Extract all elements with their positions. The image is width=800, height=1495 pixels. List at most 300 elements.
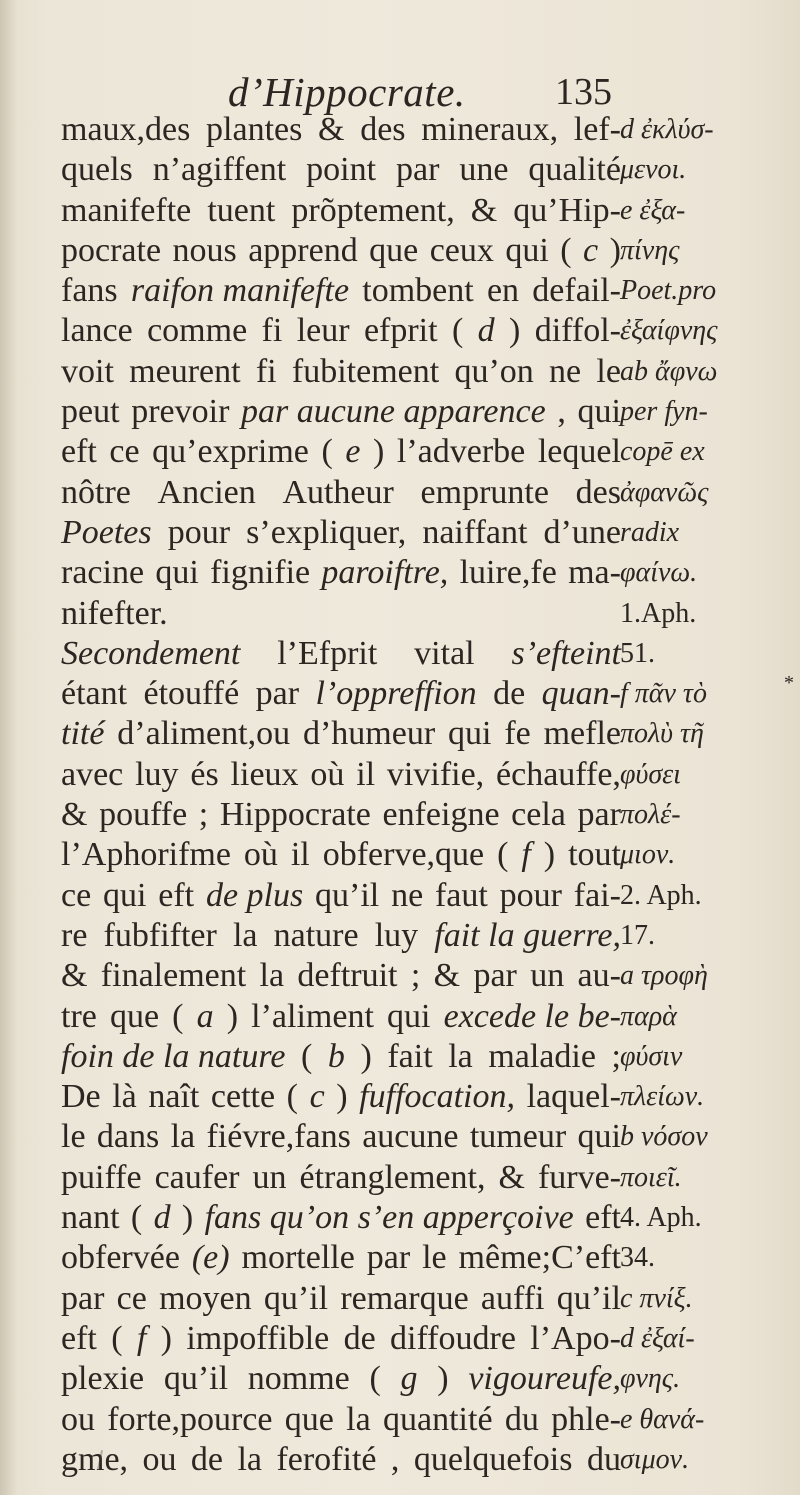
text-word: pocrate (61, 231, 162, 269)
text-word: Ancien (157, 473, 256, 511)
text-word: quelquefois (413, 1440, 573, 1478)
text-word: mortelle (241, 1239, 355, 1277)
text-line (61, 1037, 621, 1077)
text-word: au- (577, 957, 621, 995)
text-word: l’Apo- (530, 1319, 621, 1357)
text-word: ne (391, 876, 424, 914)
text-word: que (109, 997, 160, 1035)
text-word: fai- (573, 876, 621, 914)
text-word: par (577, 796, 621, 834)
text-word: d’humeur (302, 715, 436, 753)
margin-note: πολέ- (620, 799, 681, 831)
text-word: caufer (154, 1158, 240, 1196)
text-line (61, 1117, 621, 1157)
text-word: lequel (537, 433, 621, 471)
text-word: que (284, 1400, 334, 1438)
text-word: mineraux, (421, 111, 559, 148)
text-word: s’efteint (511, 634, 621, 672)
text-word: ) (609, 231, 621, 269)
text-word: Secondement (61, 634, 241, 672)
text-word: tuent (207, 191, 276, 229)
text-word: par (61, 1279, 105, 1317)
margin-note: σιμον. (620, 1443, 690, 1475)
text-word: par (473, 957, 517, 995)
margin-note: e θανά- (620, 1403, 705, 1435)
margin-note: φύσιν (620, 1040, 683, 1072)
text-word: lef- (573, 111, 621, 148)
text-word: la (448, 1037, 473, 1075)
text-line (61, 1440, 621, 1480)
text-word: l’Aphorifme (61, 836, 231, 874)
text-word: aucune (362, 1118, 459, 1156)
text-word: qui (155, 554, 199, 592)
text-word: & (61, 957, 88, 995)
text-line (61, 1279, 621, 1319)
margin-note: a τροφὴ (620, 960, 708, 992)
text-word: qu’il (556, 1279, 621, 1317)
text-word: tumeur (469, 1118, 567, 1156)
text-word: la (346, 1400, 371, 1438)
text-word: De (61, 1078, 101, 1116)
text-word: cette (210, 1078, 276, 1116)
text-word: la (237, 1440, 262, 1478)
text-word: phle- (551, 1400, 621, 1438)
text-word: moyen (159, 1279, 252, 1317)
text-word: l’adverbe (396, 433, 526, 471)
margin-note: μιον. (620, 839, 676, 871)
text-word: étant (61, 675, 128, 713)
text-word: vigoureufe, (468, 1360, 621, 1398)
text-word: qui (577, 1118, 621, 1156)
text-word: diffol- (534, 312, 621, 350)
text-word: ma- (568, 554, 621, 592)
text-word: l’Efprit (277, 634, 378, 672)
text-line (61, 110, 621, 150)
text-word: c (583, 231, 599, 269)
text-word: furve- (537, 1158, 621, 1196)
text-word: & (318, 111, 345, 148)
text-word: és (190, 755, 219, 793)
text-word: un (252, 1158, 287, 1196)
text-word: ) (437, 1360, 449, 1398)
text-word: du (586, 1440, 621, 1478)
text-word: re (61, 916, 88, 954)
text-word: échauffe, (496, 755, 621, 793)
text-word: ( (497, 836, 509, 874)
text-word: plexie (61, 1360, 145, 1398)
text-word: qui (103, 876, 147, 914)
text-word: lance (61, 312, 133, 350)
margin-note: 34. (620, 1242, 655, 1274)
text-word: ) (181, 1199, 194, 1237)
text-word: ceux (429, 231, 494, 269)
text-word: deftruit (297, 957, 398, 995)
text-line (61, 150, 621, 190)
text-word: voit (61, 352, 114, 390)
text-word: ; (198, 796, 209, 834)
text-word: , (390, 1440, 400, 1478)
text-word: laquel- (526, 1078, 621, 1116)
text-line (61, 795, 621, 835)
text-line (61, 634, 621, 674)
text-line (61, 674, 621, 714)
text-word: ou (61, 1400, 95, 1438)
margin-note: μενοι. (620, 154, 687, 186)
text-word: s’expliquer, (246, 513, 407, 551)
margin-notes-column (620, 110, 790, 1480)
text-word: pour (167, 513, 231, 551)
text-word: nous (172, 231, 237, 269)
text-word: eft (61, 433, 97, 471)
text-word: fi (255, 352, 277, 390)
text-word: naît (148, 1078, 200, 1116)
margin-note: 51. (620, 637, 655, 669)
text-word: vital (414, 634, 475, 672)
margin-note: d ἐκλύσ- (620, 114, 714, 145)
text-word: ce (116, 1279, 147, 1317)
text-word: nifefter. (61, 594, 168, 632)
text-line (61, 473, 621, 513)
text-word: a (196, 997, 214, 1035)
text-word: tout (568, 836, 621, 874)
text-word: ) (160, 1319, 172, 1357)
text-line (61, 714, 621, 754)
margin-note: 1.Aph. (620, 597, 697, 629)
text-word: foin de la nature (61, 1037, 286, 1075)
text-word: nôtre (61, 473, 131, 511)
text-word: point (306, 151, 377, 189)
text-word: ce (61, 876, 92, 914)
margin-note: φύσει (620, 758, 681, 790)
text-word: ( (321, 433, 333, 471)
text-word: plantes (206, 111, 303, 148)
text-word: naiffant (422, 513, 528, 551)
text-word: e (345, 433, 361, 471)
text-word: ) (226, 997, 239, 1035)
text-word: racine (61, 554, 145, 592)
text-word: f (521, 836, 531, 874)
text-word: (e) (191, 1239, 230, 1277)
text-word: forte,pource (107, 1400, 273, 1438)
text-word: n’agiffent (152, 151, 287, 189)
text-word: dans (96, 1118, 160, 1156)
text-word: ( (369, 1360, 381, 1398)
text-line (61, 432, 621, 472)
text-word: fubitement (291, 352, 440, 390)
text-word: ferofité (276, 1440, 377, 1478)
text-word: & (470, 191, 498, 229)
margin-note: copē ex (620, 436, 705, 468)
text-word: f (136, 1319, 147, 1357)
margin-note: e ἐξα- (620, 194, 686, 226)
text-word: des (575, 473, 621, 511)
text-word: maux,des (61, 111, 191, 148)
text-word: en (486, 272, 520, 310)
text-word: ce (109, 433, 140, 471)
text-word: du (504, 1400, 539, 1438)
text-line (61, 352, 621, 392)
page-mark: * (784, 672, 794, 694)
text-line (61, 1238, 621, 1278)
text-word: l’aliment (251, 997, 374, 1035)
margin-note: παρὰ (620, 1000, 677, 1032)
text-word: quantité (383, 1400, 493, 1438)
text-line (61, 876, 621, 916)
margin-note: 17. (620, 919, 655, 951)
text-word: g (400, 1360, 418, 1398)
text-word: quels (61, 151, 133, 189)
text-line (61, 755, 621, 795)
text-word: tité (61, 715, 105, 753)
text-word: ) (509, 312, 521, 350)
text-word: qu’il (163, 1360, 229, 1398)
text-word: diffoudre (390, 1319, 516, 1357)
text-word: fait la guerre, (434, 916, 621, 954)
margin-note: ἀφανῶς (620, 476, 709, 508)
text-word: fuffocation, (359, 1078, 515, 1116)
text-word: un (530, 957, 565, 995)
text-word: fiévre,fans (206, 1118, 351, 1156)
text-word: Poetes (61, 513, 152, 551)
text-word: nant (61, 1199, 120, 1237)
margin-note: ποιεῖ. (620, 1161, 682, 1193)
text-word: ) (336, 1078, 348, 1116)
margin-note: 2. Aph. (620, 879, 702, 911)
text-word: le (422, 1239, 447, 1277)
text-word: prõptement, (291, 191, 455, 229)
text-word: enfeigne (382, 796, 500, 834)
text-word: nature (273, 916, 359, 954)
text-word: eft (158, 876, 195, 914)
text-word: qui (577, 393, 621, 431)
text-line (61, 1198, 621, 1238)
text-line (61, 997, 621, 1037)
text-word: d’une (543, 513, 621, 551)
text-word: maladie (488, 1037, 596, 1075)
text-word: ( (111, 1319, 123, 1357)
text-word: tombent (362, 272, 474, 310)
text-word: d’aliment,ou (117, 715, 291, 753)
margin-note: φνης. (620, 1363, 681, 1395)
text-word: l’oppreffion (315, 675, 477, 713)
text-word: de (343, 1319, 376, 1357)
text-word: fignifie (210, 554, 311, 592)
text-word: étouffé (143, 675, 240, 713)
text-word: b (327, 1037, 345, 1075)
text-word: des (360, 111, 406, 148)
text-word: qu’on (454, 352, 534, 390)
text-word: où (243, 836, 278, 874)
text-word: ( (172, 997, 184, 1035)
text-word: luy (135, 755, 179, 793)
main-text-column (61, 110, 621, 1480)
gutter-shadow (0, 0, 18, 1495)
text-word: que (369, 231, 419, 269)
text-word: la (259, 957, 285, 995)
text-word: peut (61, 393, 120, 431)
text-line (61, 835, 621, 875)
text-line (61, 1077, 621, 1117)
text-word: fans (61, 272, 118, 310)
text-line (61, 1359, 621, 1399)
text-word: meurent (129, 352, 241, 390)
margin-note: φαίνω. (620, 557, 698, 589)
text-line (61, 553, 621, 593)
text-word: emprunte (420, 473, 549, 511)
text-word: avec (61, 755, 124, 793)
text-word: une (459, 151, 509, 189)
text-line (61, 916, 621, 956)
text-word: ) (360, 1037, 372, 1075)
text-word: quan- (541, 675, 621, 713)
text-word: de plus (205, 876, 304, 914)
text-word: qui (448, 715, 492, 753)
text-line (61, 231, 621, 271)
text-word: , (557, 393, 566, 431)
text-word: là (112, 1078, 137, 1116)
text-word: faut (434, 876, 488, 914)
margin-note: πίνης (620, 234, 680, 266)
text-word: puiffe (61, 1158, 142, 1196)
text-word: ( (286, 1078, 298, 1116)
text-word: ne (549, 352, 582, 390)
text-word: où (310, 755, 345, 793)
text-word: leur (296, 312, 350, 350)
text-word: par aucune apparence (241, 393, 546, 431)
running-title: d’Hippocrate. (228, 69, 466, 115)
text-word: pouffe (99, 796, 188, 834)
text-word: gme, (61, 1440, 129, 1478)
text-line (61, 311, 621, 351)
margin-note: d ἐξαί- (620, 1322, 695, 1354)
text-word: il (290, 836, 310, 874)
text-word: le (596, 352, 621, 390)
text-word: qui (387, 997, 431, 1035)
text-word: lieux (230, 755, 299, 793)
text-word: qu’il (315, 876, 380, 914)
text-word: il (356, 755, 376, 793)
text-word: ou (142, 1440, 177, 1478)
text-word: tre (61, 997, 97, 1035)
text-word: cela (511, 796, 566, 834)
text-word: excede le be- (443, 997, 621, 1035)
text-word: qu’exprime (152, 433, 309, 471)
margin-note: b νόσον (620, 1121, 708, 1153)
text-word: de (493, 675, 526, 713)
text-word: qu’Hip- (513, 191, 621, 229)
margin-note: c πνίξ. (620, 1282, 693, 1314)
text-word: fubfifter (103, 916, 217, 954)
text-word: mefle (543, 715, 621, 753)
text-word: ; (611, 1037, 621, 1075)
text-line (61, 1158, 621, 1198)
text-word: luy (374, 916, 419, 954)
margin-note: ab ἄφνω (620, 355, 718, 387)
margin-note: radix (620, 516, 680, 548)
margin-note: per fyn- (620, 396, 708, 428)
text-word: obferve,que (322, 836, 485, 874)
text-word: ) (543, 836, 556, 874)
text-word: nomme (247, 1360, 350, 1398)
text-word: étranglement, (299, 1158, 486, 1196)
text-word: pour (499, 876, 562, 914)
text-word: par (366, 1239, 411, 1277)
text-word: fe (504, 715, 531, 753)
text-word: c (309, 1078, 325, 1116)
text-word: finalement (100, 957, 247, 995)
text-word: remarque (340, 1279, 469, 1317)
text-word: fait (387, 1037, 433, 1075)
margin-note: ἐξαίφνης (620, 315, 718, 347)
text-word: le (61, 1118, 86, 1156)
margin-note: 4. Aph. (620, 1202, 702, 1234)
text-word: ( (451, 312, 464, 350)
text-word: par (395, 151, 440, 189)
text-word: apprend (248, 231, 358, 269)
text-word: ; (410, 957, 421, 995)
text-word: fi (261, 312, 283, 350)
text-word: eft (585, 1199, 621, 1237)
text-word: qu’il (263, 1279, 329, 1317)
text-word: qualité (528, 151, 621, 189)
text-word: Hippocrate (219, 796, 371, 834)
text-word: efprit (363, 312, 438, 350)
text-word: eft (61, 1319, 97, 1357)
text-word: paroiftre, (321, 554, 449, 592)
text-line (61, 271, 621, 311)
text-word: d (153, 1199, 171, 1237)
text-word: qui (505, 231, 549, 269)
text-word: ( (130, 1199, 143, 1237)
text-line (61, 191, 621, 231)
text-line (61, 513, 621, 553)
text-word: ( (301, 1037, 313, 1075)
text-line (61, 392, 621, 432)
text-word: la (232, 916, 258, 954)
text-word: & (61, 796, 88, 834)
text-word: luire,fe (459, 554, 557, 592)
text-word: auffi (480, 1279, 545, 1317)
text-word: prevoir (131, 393, 230, 431)
text-word: impoffible (186, 1319, 330, 1357)
text-word: fans qu’on s’en apperçoive (204, 1199, 574, 1237)
margin-note: πολὺ τῆ (620, 718, 704, 750)
text-word: par (255, 675, 300, 713)
text-word: obfervée (61, 1239, 180, 1277)
text-word: & (498, 1158, 525, 1196)
text-word: & (433, 957, 461, 995)
text-word: Autheur (282, 473, 394, 511)
text-word: manifefte (61, 191, 192, 229)
text-line (61, 956, 621, 996)
text-word: même;C’eft (458, 1239, 621, 1277)
text-line (61, 1319, 621, 1359)
text-word: de (190, 1440, 224, 1478)
text-word: d (477, 312, 495, 350)
text-word: comme (147, 312, 248, 350)
margin-note: πλείων. (620, 1081, 705, 1113)
text-line (61, 594, 621, 634)
margin-note: f πᾶν τὸ (620, 678, 707, 710)
text-word: la (170, 1118, 196, 1156)
text-word: vivifie, (386, 755, 485, 793)
margin-note: Poet.pro (620, 275, 717, 307)
text-word: ) (373, 433, 385, 471)
text-word: defail- (532, 272, 621, 310)
text-word: ( (560, 231, 572, 269)
text-line (61, 1400, 621, 1440)
text-word: raifon manifefte (130, 272, 350, 310)
